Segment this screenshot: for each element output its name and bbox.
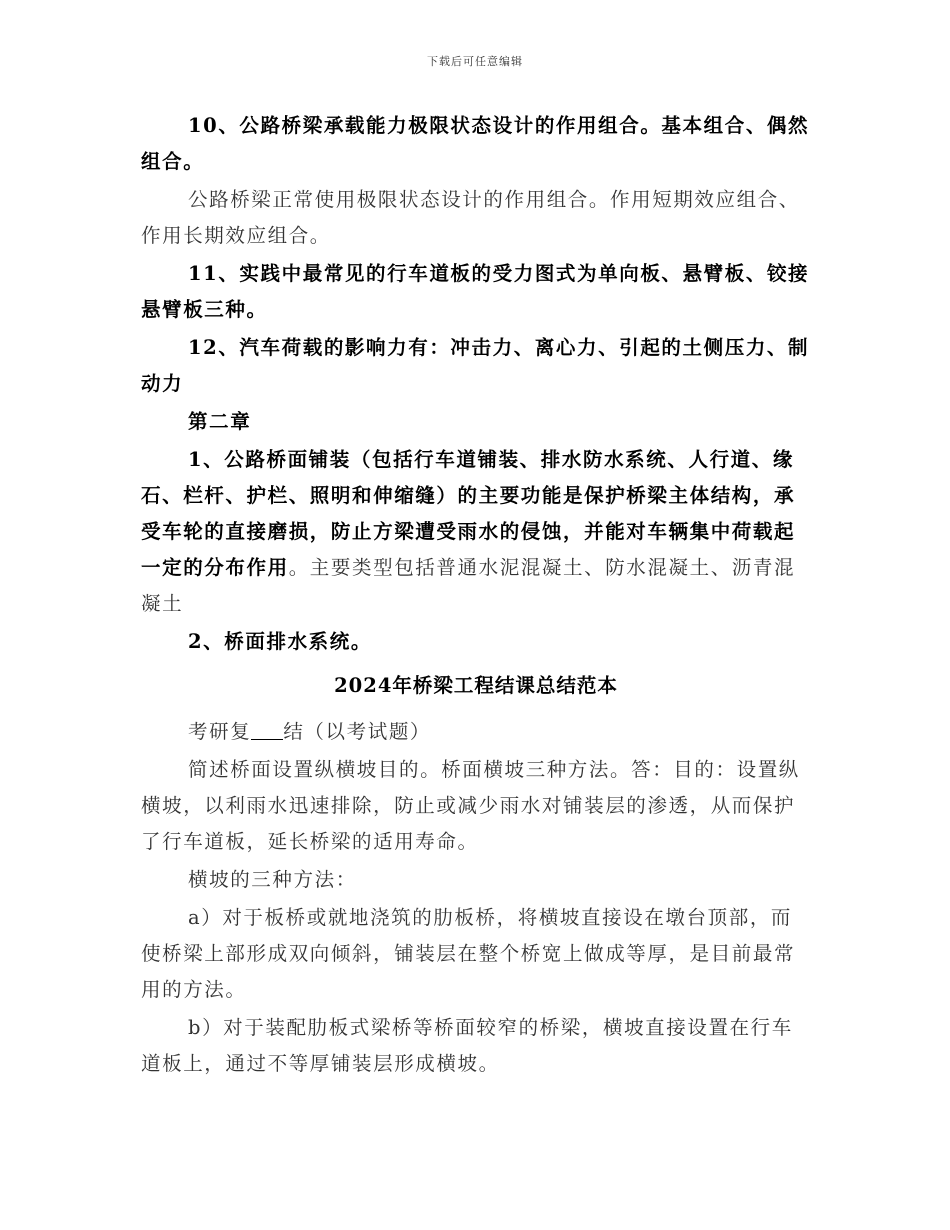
question-paragraph: 简述桥面设置纵横坡目的。桥面横坡三种方法。答：目的：设置纵横坡，以利雨水迅速排除，防止或减少雨水对铺装层的渗透，从而保护了行车道板，延长桥梁的适用寿命。 xyxy=(141,758,800,853)
exam-review-prefix: 考研复 xyxy=(188,720,252,743)
exam-review-line xyxy=(141,714,811,750)
item-1-bold-text: 1、公路桥面铺装（包括行车道铺装、排水防水系统、人行道、缘石、栏杆、护栏、照明和伸缩缝）的主要功能是保护桥梁主体结构，承受车轮的直接磨损，防止方梁遭受雨水的侵蚀，并能对车辆集中荷载起一定的分布作用 xyxy=(141,448,796,579)
chapter2-item-2: 2、桥面排水系统。 xyxy=(188,630,372,653)
chapter-heading: 第二章 xyxy=(188,410,252,433)
item-1-normal-text: 。主要类型包括普通水泥混凝土、防水混凝土、沥青混凝土 xyxy=(141,556,796,615)
method-a: a）对于板桥或就地浇筑的肋板桥，将横坡直接设在墩台顶部，而使桥梁上部形成双向倾斜，铺装层在整个桥宽上做成等厚，是目前最常用的方法。 xyxy=(141,906,796,1001)
item-12: 12、汽车荷载的影响力有：冲击力、离心力、引起的土侧压力、制动力 xyxy=(141,336,810,395)
document-body xyxy=(141,108,811,1082)
item-11: 11、实践中最常见的行车道板的受力图式为单向板、悬臂板、铰接悬臂板三种。 xyxy=(141,262,810,321)
chapter2-item-1 xyxy=(141,442,811,622)
fill-blank xyxy=(251,721,283,740)
method-b: b）对于装配肋板式梁桥等桥面较窄的桥梁，横坡直接设置在行车道板上，通过不等厚铺装层形成横坡。 xyxy=(141,1016,793,1075)
methods-heading: 横坡的三种方法： xyxy=(188,868,357,891)
exam-review-suffix: 结（以考试题） xyxy=(283,720,432,743)
page-header: 下载后可任意编辑 xyxy=(427,55,523,68)
item-10-continuation: 公路桥梁正常使用极限状态设计的作用组合。作用短期效应组合、作用长期效应组合。 xyxy=(141,188,800,247)
item-10: 10、公路桥梁承载能力极限状态设计的作用组合。基本组合、偶然组合。 xyxy=(141,114,810,173)
document-title: 2024年桥梁工程结课总结范本 xyxy=(334,674,618,697)
